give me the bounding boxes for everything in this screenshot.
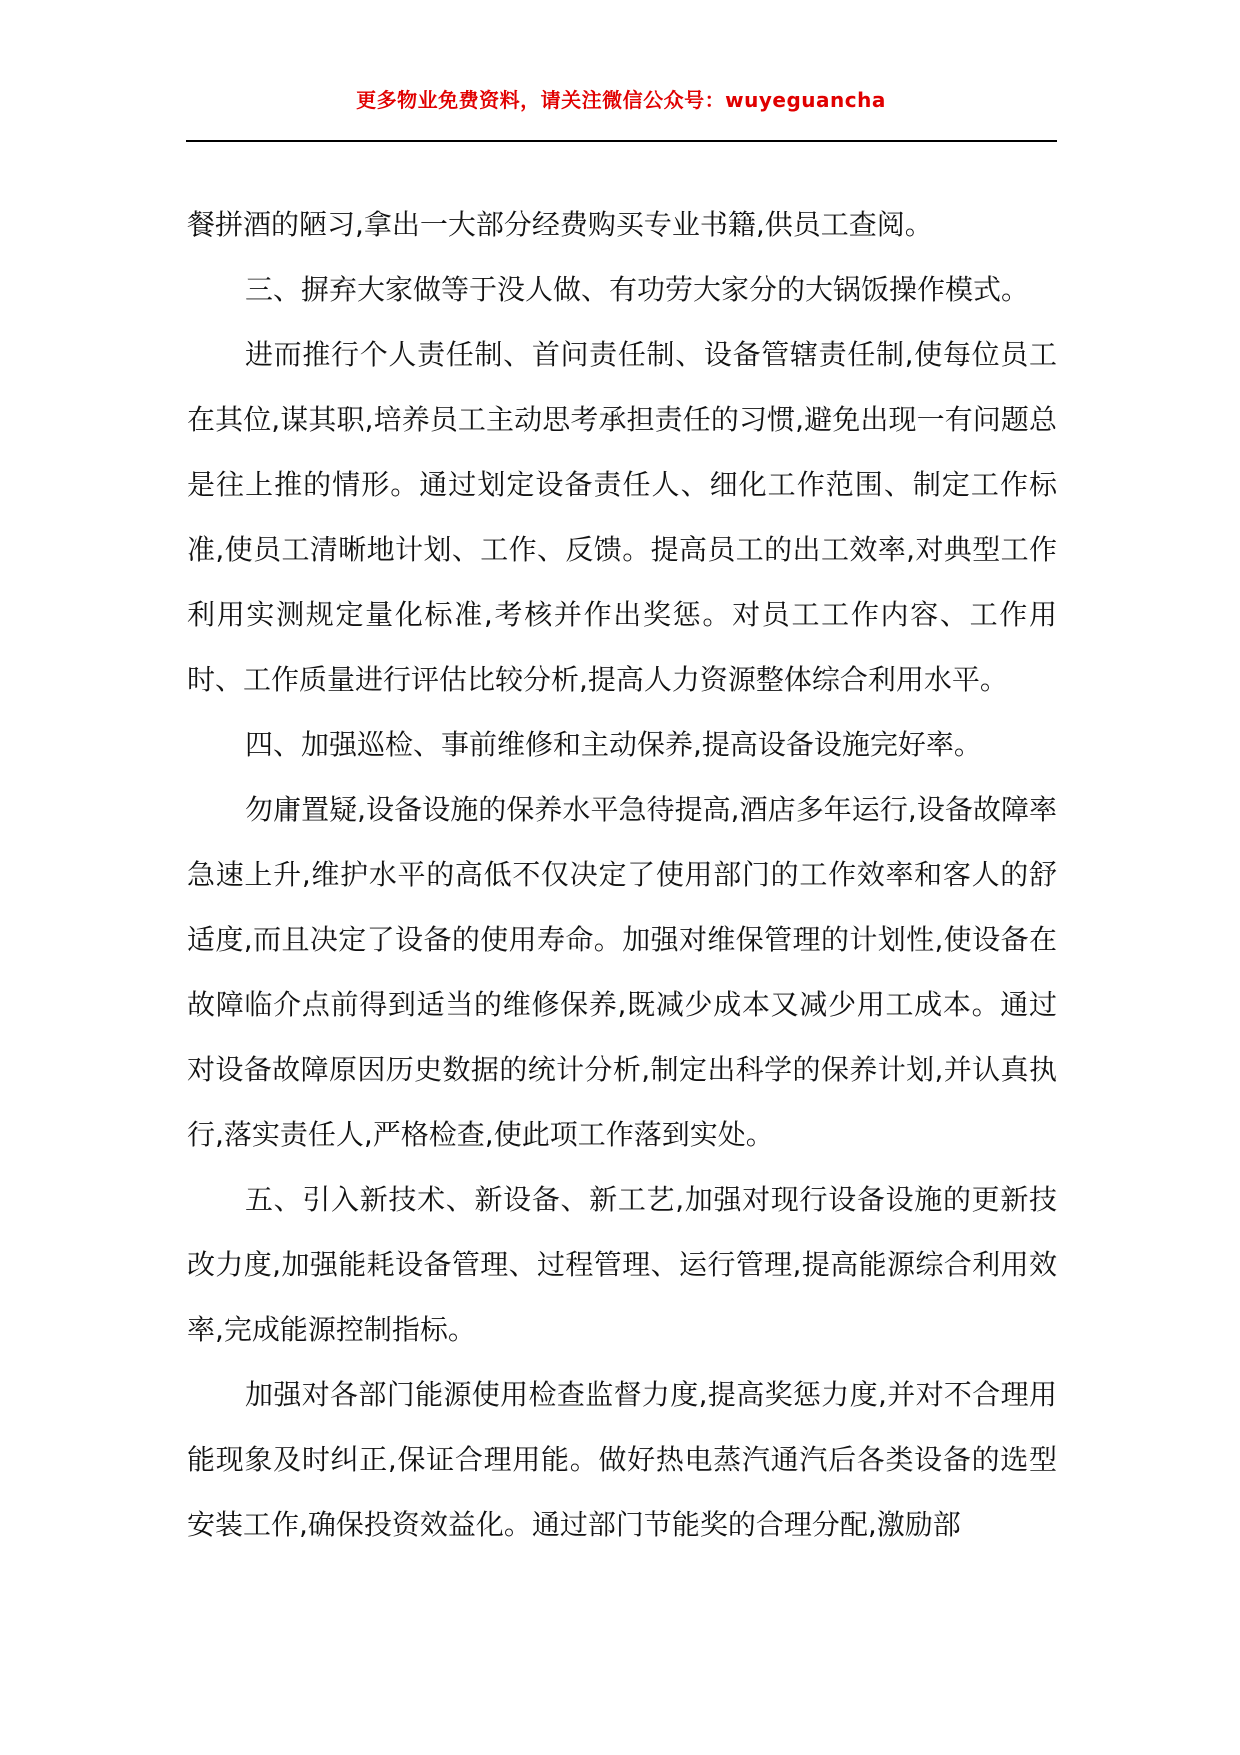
paragraph-energy: 加强对各部门能源使用检查监督力度,提高奖惩力度,并对不合理用能现象及时纠正,保证合理用能。做好热电蒸汽通汽后各类设备的选型安装工作,确保投资效益化。通过部门节能奖的合理分配,激励部 — [187, 1378, 1057, 1541]
heading-four: 四、加强巡检、事前维修和主动保养,提高设备设施完好率。 — [245, 728, 982, 761]
document-body — [187, 192, 1057, 1557]
heading-three: 三、摒弃大家做等于没人做、有功劳大家分的大锅饭操作模式。 — [245, 273, 1030, 306]
heading-five: 五、引入新技术、新设备、新工艺,加强对现行设备设施的更新技改力度,加强能耗设备管理、过程管理、运行管理,提高能源综合利用效率,完成能源控制指标。 — [187, 1183, 1057, 1346]
paragraph-responsibility: 进而推行个人责任制、首问责任制、设备管辖责任制,使每位员工在其位,谋其职,培养员工主动思考承担责任的习惯,避免出现一有问题总是往上推的情形。通过划定设备责任人、细化工作范围、制定工作标准,使员工清晰地计划、工作、反馈。提高员工的出工效率,对典型工作利用实测规定量化标准,考核并作出奖惩。对员工工作内容、工作用时、工作质量进行评估比较分析,提高人力资源整体综合利用水平。 — [187, 338, 1057, 696]
paragraph-maintenance: 勿庸置疑,设备设施的保养水平急待提高,酒店多年运行,设备故障率急速上升,维护水平的高低不仅决定了使用部门的工作效率和客人的舒适度,而且决定了设备的使用寿命。加强对维保管理的计划性,使设备在故障临介点前得到适当的维修保养,既减少成本又减少用工成本。通过对设备故障原因历史数据的统计分析,制定出科学的保养计划,并认真执行,落实责任人,严格检查,使此项工作落到实处。 — [187, 793, 1057, 1151]
page-header: 更多物业免费资料，请关注微信公众号：wuyeguancha — [356, 88, 886, 112]
header-divider — [186, 140, 1057, 142]
paragraph-1: 餐拼酒的陋习,拿出一大部分经费购买专业书籍,供员工查阅。 — [187, 208, 933, 241]
